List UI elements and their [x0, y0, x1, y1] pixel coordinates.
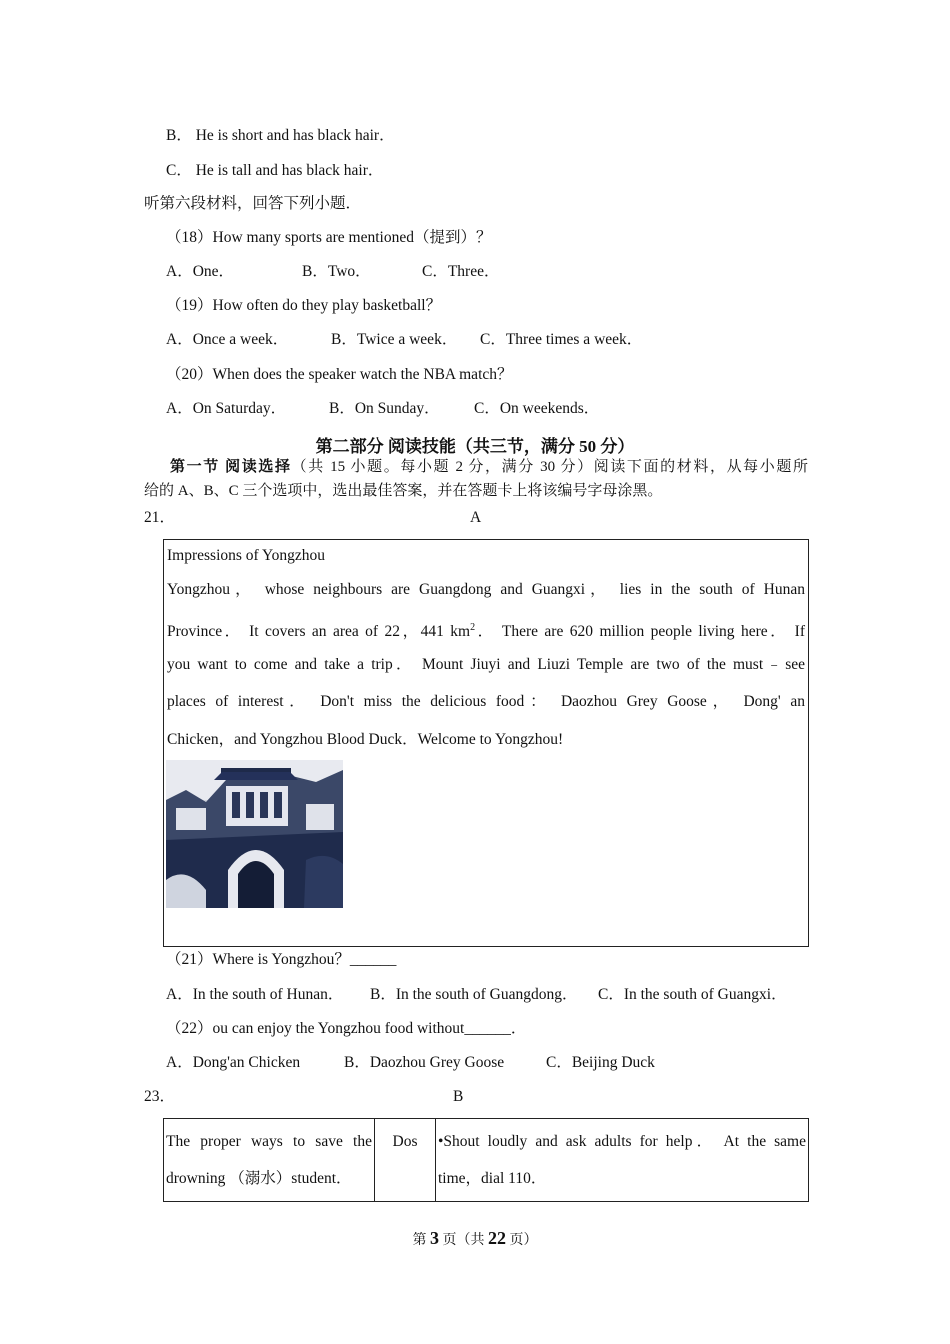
passage-a-letter: A: [470, 509, 482, 526]
q18-option-c: C．Three．: [422, 263, 500, 280]
section-instruction-line-1: （共 15 小题。每小题 2 分，满分 30 分）阅读下面的材料，从每小题所: [291, 459, 808, 475]
passage-a-box: [163, 539, 809, 947]
q22-option-a: A．Dong'an Chicken: [166, 1054, 301, 1071]
table-cell-topic-line-1: The proper ways to save the: [166, 1133, 372, 1150]
q22-option-b: B．Daozhou Grey Goose: [344, 1054, 505, 1071]
passage-a-title: Impressions of Yongzhou: [167, 547, 326, 564]
passage-a-line-3: you want to come and take a trip． Mount Jiuyi and Liuzi Temple are two of the must﹣see: [167, 656, 805, 673]
passage-a-line-5: Chicken，and Yongzhou Blood Duck．Welcome to Yongzhou!: [167, 731, 564, 748]
q21-question: （21）Where is Yongzhou？______: [166, 951, 397, 968]
table-cell-topic-line-2: drowning （溺水）student．: [166, 1170, 352, 1187]
q19-option-c: C．Three times a week．: [480, 331, 643, 348]
section-instructions: [144, 455, 808, 503]
q20-question: （20）When does the speaker watch the NBA match？: [166, 366, 513, 383]
passage-b-number: 23．: [144, 1088, 176, 1105]
page-footer: [0, 1228, 950, 1249]
passage-b-letter: B: [453, 1088, 464, 1105]
q21-option-a: A．In the south of Hunan．: [166, 986, 344, 1003]
q21-option-b: B．In the south of Guangdong．: [370, 986, 578, 1003]
q20-option-c: C．On weekends．: [474, 400, 600, 417]
footer-page-number: 3: [430, 1228, 439, 1248]
q19-question: （19）How often do they play basketball？: [166, 297, 442, 314]
q17-option-c: C． He is tall and has black hair．: [166, 162, 384, 179]
footer-suffix: 页）: [509, 1233, 538, 1248]
q22-option-c: C．Beijing Duck: [546, 1054, 655, 1071]
passage-a-line-4: places of interest． Don't miss the delicious food： Daozhou Grey Goose， Dong' an: [167, 693, 805, 710]
section-title: 第二部分 阅读技能（共三节，满分 50 分）: [315, 437, 635, 456]
q19-option-a: A．Once a week．: [166, 331, 289, 348]
passage-a-line-2-pre: Province． It covers an area of 22，441 km: [167, 623, 471, 641]
section-instruction-line-2: 给的 A、B、C 三个选项中，选出最佳答案，并在答题卡上将该编号字母涂黑。: [144, 483, 663, 499]
table-cell-dos: Dos: [375, 1119, 436, 1202]
q20-option-b: B．On Sunday．: [329, 400, 440, 417]
footer-middle: 页（共: [442, 1233, 485, 1248]
passage-a-line-2-post: ． There are 620 million people living here． If: [475, 623, 806, 641]
passage-a-line-1: Yongzhou， whose neighbours are Guangdong and Guangxi， lies in the south of Hunan: [167, 581, 805, 598]
table-row: [164, 1119, 809, 1202]
q18-option-a: A．One．: [166, 263, 235, 280]
table-cell-content: [436, 1119, 809, 1202]
q17-option-b: B． He is short and has black hair．: [166, 127, 395, 144]
q18-option-b: B．Two．: [302, 263, 371, 280]
passage-b-table: [163, 1118, 809, 1202]
area-superscript: 2: [470, 622, 476, 633]
q20-option-a: A．On Saturday．: [166, 400, 287, 417]
passage-a-line-2: [167, 618, 805, 642]
q18-question: （18）How many sports are mentioned（提到）？: [166, 229, 492, 246]
q21-option-c: C．In the south of Guangxi．: [598, 986, 787, 1003]
q19-option-b: B．Twice a week．: [331, 331, 458, 348]
table-cell-content-line-2: time，dial 110．: [438, 1170, 547, 1187]
section-sub-title: 第一节 阅读选择: [170, 459, 292, 475]
footer-total-pages: 22: [488, 1228, 506, 1248]
part6-instruction: 听第六段材料，回答下列小题．: [144, 195, 362, 212]
table-cell-topic: [164, 1119, 375, 1202]
table-cell-content-line-1: •Shout loudly and ask adults for help． At the same: [438, 1133, 806, 1150]
footer-prefix: 第: [412, 1233, 427, 1248]
q22-question: （22）ou can enjoy the Yongzhou food without______．: [166, 1020, 527, 1037]
yongzhou-gate-photo: [166, 760, 343, 908]
passage-a-number: 21．: [144, 509, 176, 526]
